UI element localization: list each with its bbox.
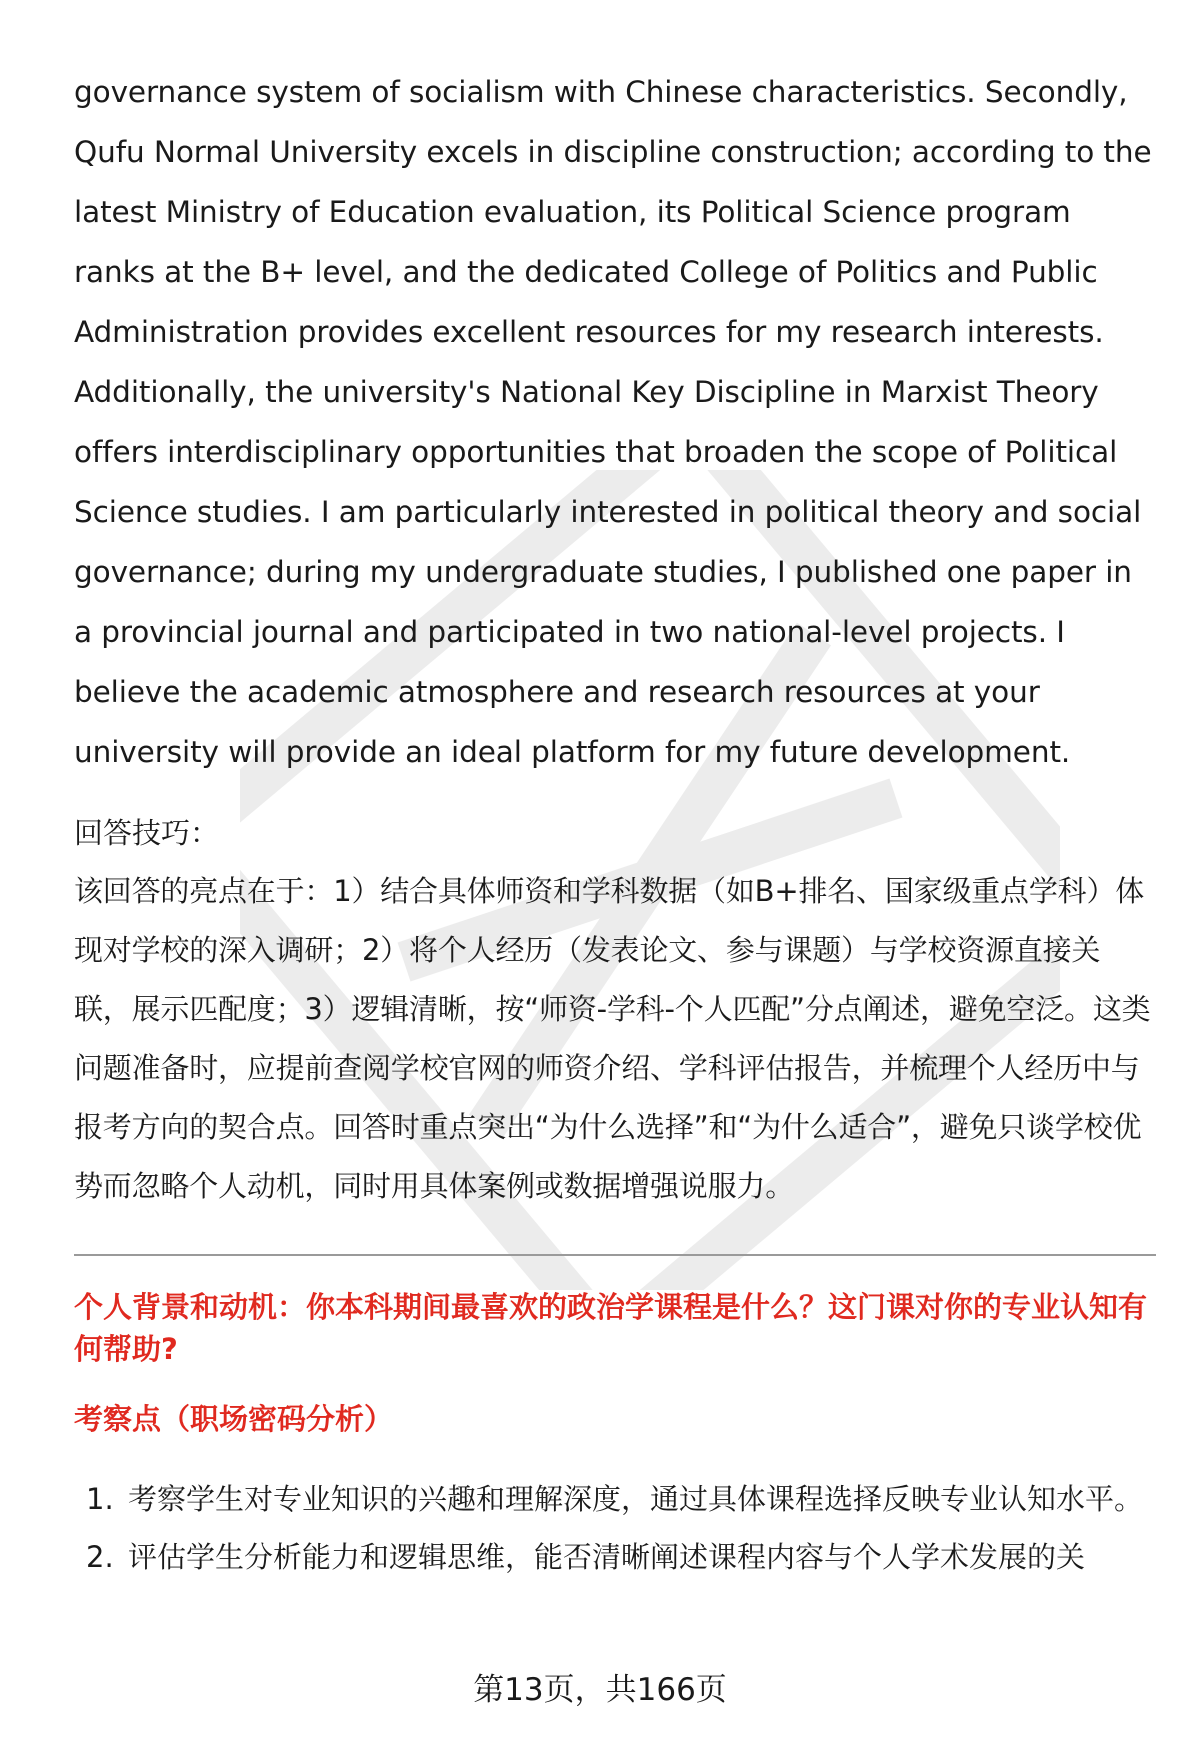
list-item-number: 1. [86,1482,114,1516]
section-divider [74,1254,1156,1256]
assessment-points-title: 考察点（职场密码分析） [74,1402,394,1436]
list-item-number: 2. [86,1540,114,1574]
list-item-text: 考察学生对专业知识的兴趣和理解深度，通过具体课程选择反映专业认知水平。 [128,1482,1144,1516]
answer-tips-text: 该回答的亮点在于：1）结合具体师资和学科数据（如B+排名、国家级重点学科）体现对学校的深入调研；2）将个人经历（发表论文、参与课题）与学校资源直接关联，展示匹配度；3）逻辑清晰，按“师资-学科-个人匹配”分点阐述，避免空泛。这类问题准备时，应提前查阅学校官网的师资介绍、学科评估报告，并梳理个人经历中与报考方向的契合点。回答时重点突出“为什么选择”和“为什么适合”，避免只谈学校优势而忽略个人动机，同时用具体案例或数据增强说服力。 [74,874,1151,1203]
answer-tips-label: 回答技巧： [74,816,220,850]
list-item [74,1528,1156,1586]
list-item [74,1470,1156,1528]
list-item-text: 评估学生分析能力和逻辑思维，能否清晰阐述课程内容与个人学术发展的关 [128,1540,1086,1574]
assessment-points-list [74,1470,1156,1586]
answer-paragraph-english: governance system of socialism with Chinese characteristics. Secondly, Qufu Normal University excels in discipline construction; according to the latest Ministry of Education evaluation, its Political Science program ranks at the B+ level, and the dedicated College of Politics and Public Administration provides excellent resources for my research interests. Additionally, the university's National Key Discipline in Marxist Theory offers interdisciplinary opportunities that broaden the scope of Political Science studies. I am particularly interested in political theory and social governance; during my undergraduate studies, I published one paper in a provincial journal and participated in two national-level projects. I believe the academic atmosphere and research resources at your university will provide an ideal platform for my future development. [74,75,1152,769]
question-title: 个人背景和动机：你本科期间最喜欢的政治学课程是什么？这门课对你的专业认知有何帮助? [74,1290,1148,1366]
page-number-footer: 第13页，共166页 [473,1672,727,1708]
document-page [74,62,1156,1586]
